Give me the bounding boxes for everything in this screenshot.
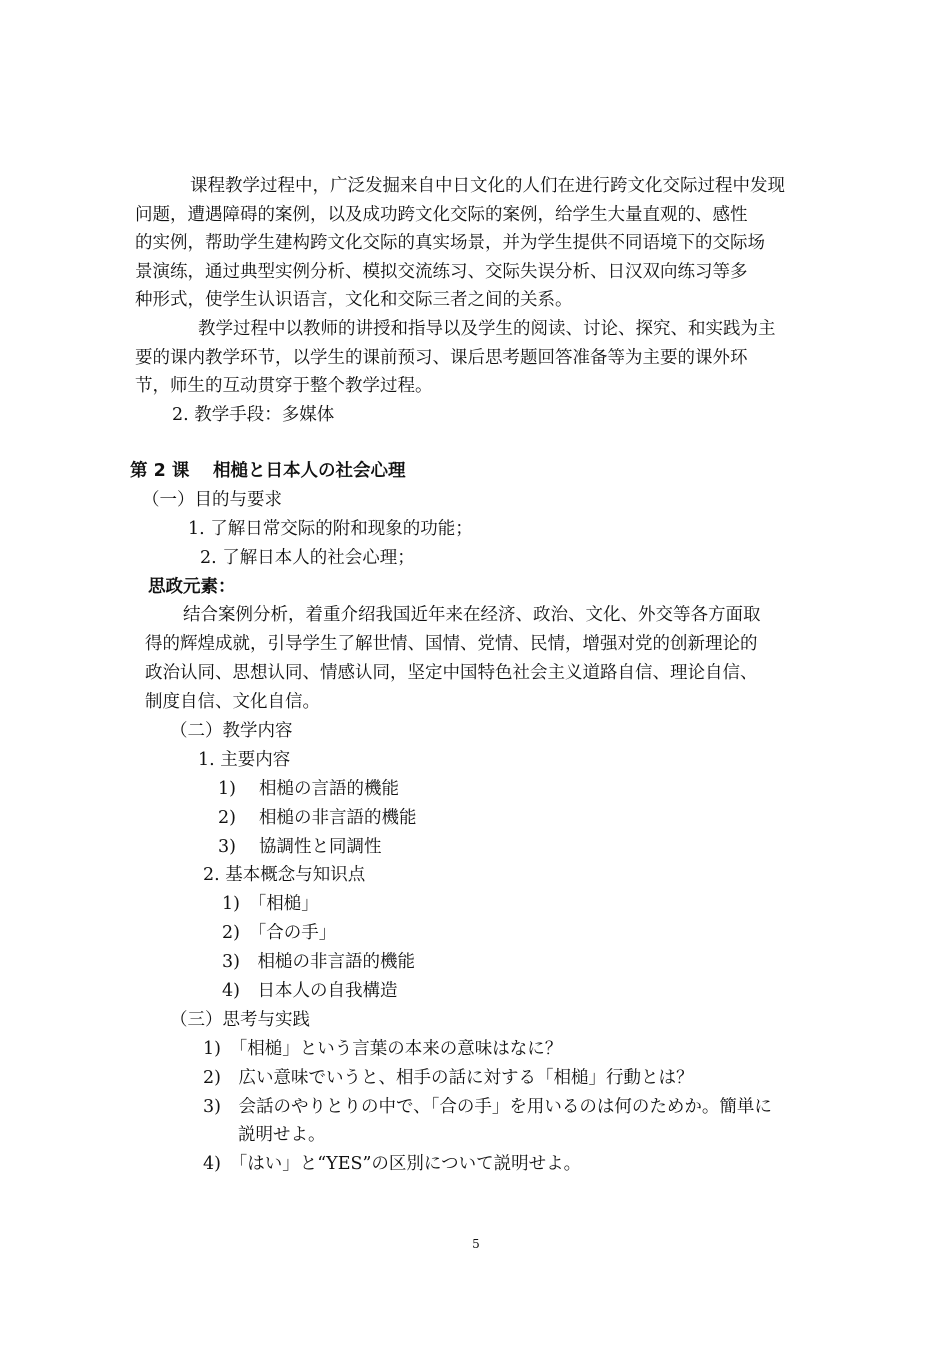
goals-heading: （一）目的与要求 [142,490,282,510]
intro-p1-line-2: 问题，遭遇障碍的案例，以及成功跨文化交际的案例，给学生大量直观的、感性 [135,205,748,225]
page-number: 5 [472,1237,480,1251]
intro-p1-line-1: 课程教学过程中，广泛发掘来自中日文化的人们在进行跨文化交际过程中发现 [190,176,785,196]
ideology-heading: 思政元素： [148,577,236,597]
practice-heading: （三）思考与实践 [170,1010,310,1030]
content-main-item-2: 2) 相槌の非言語的機能 [218,808,417,828]
intro-p1-line-4: 景演练，通过典型实例分析、模拟交流练习、交际失误分析、日汉双向练习等多 [135,262,748,282]
intro-p1-line-5: 种形式，使学生认识语言，文化和交际三者之间的关系。 [135,290,573,310]
content-main-heading: 1. 主要内容 [198,750,291,770]
teaching-means: 2. 教学手段：多媒体 [172,405,335,425]
ideology-line-3: 政治认同、思想认同、情感认同，坚定中国特色社会主义道路自信、理论自信、 [145,663,758,683]
content-concept-item-2: 2) 「合の手」 [222,923,337,943]
content-main-item-1: 1) 相槌の言語的機能 [218,779,400,799]
ideology-line-4: 制度自信、文化自信。 [145,692,320,712]
goals-item-1: 1. 了解日常交际的附和现象的功能； [188,519,473,539]
intro-p2-line-2: 要的课内教学环节，以学生的课前预习、课后思考题回答准备等为主要的课外环 [135,348,748,368]
ideology-line-2: 得的辉煌成就，引导学生了解世情、国情、党情、民情，增强对党的创新理论的 [145,634,758,654]
goals-item-2: 2. 了解日本人的社会心理； [200,548,415,568]
ideology-line-1: 结合案例分析，着重介绍我国近年来在经济、政治、文化、外交等各方面取 [183,605,761,625]
lesson-title: 第 2 课 相槌と日本人の社会心理 [130,461,406,481]
intro-p2-line-3: 节，师生的互动贯穿于整个教学过程。 [135,376,433,396]
intro-p1-line-3: 的实例，帮助学生建构跨文化交际的真实场景，并为学生提供不同语境下的交际场 [135,233,765,253]
content-concept-item-3: 3) 相槌の非言語的機能 [222,952,415,972]
practice-item-3: 3) 会話のやりとりの中で、「合の手」を用いるのは何のためか。簡単に [203,1097,772,1117]
content-concept-item-4: 4) 日本人の自我構造 [222,981,398,1001]
content-concept-item-1: 1) 「相槌」 [222,894,319,914]
content-concepts-heading: 2. 基本概念与知识点 [203,865,366,885]
practice-item-2: 2) 広い意味でいうと、相手の話に対する「相槌」行動とは？ [203,1068,694,1088]
intro-p2-line-1: 教学过程中以教师的讲授和指导以及学生的阅读、讨论、探究、和实践为主 [198,319,776,339]
content-heading: （二）教学内容 [170,721,293,741]
practice-item-3-cont: 説明せよ。 [238,1125,326,1145]
practice-item-1: 1) 「相槌」という言葉の本来の意味はなに？ [203,1039,563,1059]
content-main-item-3: 3) 協調性と同調性 [218,837,382,857]
practice-item-4: 4) 「はい」と“YES”の区別について説明せよ。 [203,1154,582,1174]
